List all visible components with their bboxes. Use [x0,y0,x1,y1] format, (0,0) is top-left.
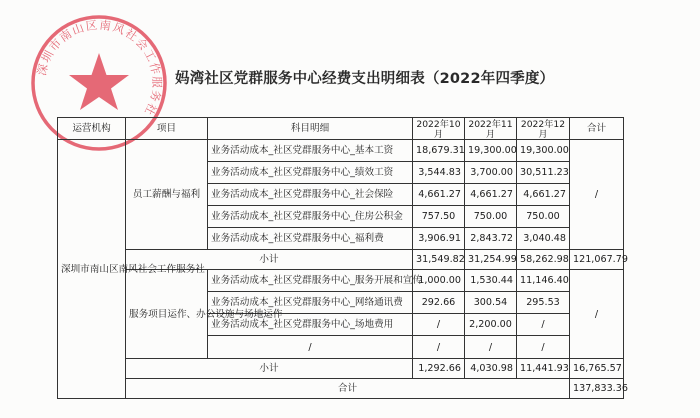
header-item: 项目 [126,118,208,140]
expense-table [57,117,628,399]
value-cell: 292.66 [413,292,465,314]
header-m1: 2022年10月 [413,118,465,140]
value-cell: 3,040.48 [517,228,570,250]
value-cell: 30,511.23 [517,162,570,184]
detail-cell: 业务活动成本_社区党群服务中心_绩效工资 [208,162,413,184]
grand-total-label: 合计 [126,379,570,399]
detail-cell: 业务活动成本_社区党群服务中心_福利费 [208,228,413,250]
value-cell: / [413,336,465,359]
subtotal-value: 58,262.98 [517,250,570,270]
value-cell: 3,700.00 [465,162,517,184]
subtotal-label: 小计 [126,359,413,379]
subtotal-row [58,359,624,379]
category-cell: 员工薪酬与福利 [126,140,208,250]
subtotal-total: 16,765.57 [570,359,624,379]
detail-cell: 业务活动成本_社区党群服务中心_住房公积金 [208,206,413,228]
detail-cell: 业务活动成本_社区党群服务中心_基本工资 [208,140,413,162]
detail-cell: 业务活动成本_社区党群服务中心_服务开展和宣传 [208,270,413,292]
subtotal-value: 1,292.66 [413,359,465,379]
value-cell: 4,661.27 [517,184,570,206]
value-cell: 750.00 [517,206,570,228]
value-cell: / [517,336,570,359]
value-cell: 18,679.31 [413,140,465,162]
value-cell: 3,906.91 [413,228,465,250]
subtotal-value: 31,549.82 [413,250,465,270]
total-mark-cell: / [570,270,624,359]
header-row [58,118,624,140]
detail-cell: 业务活动成本_社区党群服务中心_社会保险 [208,184,413,206]
page-title: 妈湾社区党群服务中心经费支出明细表（2022年四季度） [175,71,555,87]
value-cell: 19,300.00 [517,140,570,162]
value-cell: 750.00 [465,206,517,228]
total-mark-cell: / [570,140,624,250]
value-cell: 2,200.00 [465,314,517,336]
value-cell: / [517,314,570,336]
value-cell: / [413,314,465,336]
value-cell: 1,000.00 [413,270,465,292]
value-cell: / [465,336,517,359]
header-m2: 2022年11月 [465,118,517,140]
subtotal-value: 4,030.98 [465,359,517,379]
seal-star-icon [69,53,129,110]
table-row [58,140,624,162]
svg-text:深圳市南山区南风社会工作服务社 [34,18,164,119]
value-cell: 4,661.27 [465,184,517,206]
value-cell: 300.54 [465,292,517,314]
header-org: 运营机构 [58,118,126,140]
grand-total-row [58,379,624,399]
seal-text: 深圳市南山区南风社会工作服务社 [34,17,165,119]
value-cell: 295.53 [517,292,570,314]
subtotal-label: 小计 [126,250,413,270]
header-m3: 2022年12月 [517,118,570,140]
category-cell: 服务项目运作、办公设施与场地运作 [126,270,208,359]
detail-cell: 业务活动成本_社区党群服务中心_场地费用 [208,314,413,336]
value-cell: 11,146.40 [517,270,570,292]
header-detail: 科目明细 [208,118,413,140]
subtotal-total: 121,067.79 [570,250,624,270]
value-cell: 1,530.44 [465,270,517,292]
value-cell: 4,661.27 [413,184,465,206]
grand-total-value: 137,833.36 [570,379,624,399]
header-total: 合计 [570,118,624,140]
detail-cell: 业务活动成本_社区党群服务中心_网络通讯费 [208,292,413,314]
value-cell: 757.50 [413,206,465,228]
value-cell: 3,544.83 [413,162,465,184]
subtotal-value: 31,254.99 [465,250,517,270]
detail-cell: / [208,336,413,359]
subtotal-value: 11,441.93 [517,359,570,379]
value-cell: 2,843.72 [465,228,517,250]
value-cell: 19,300.00 [465,140,517,162]
org-name-cell: 深圳市南山区南风社会工作服务社 [58,140,126,399]
